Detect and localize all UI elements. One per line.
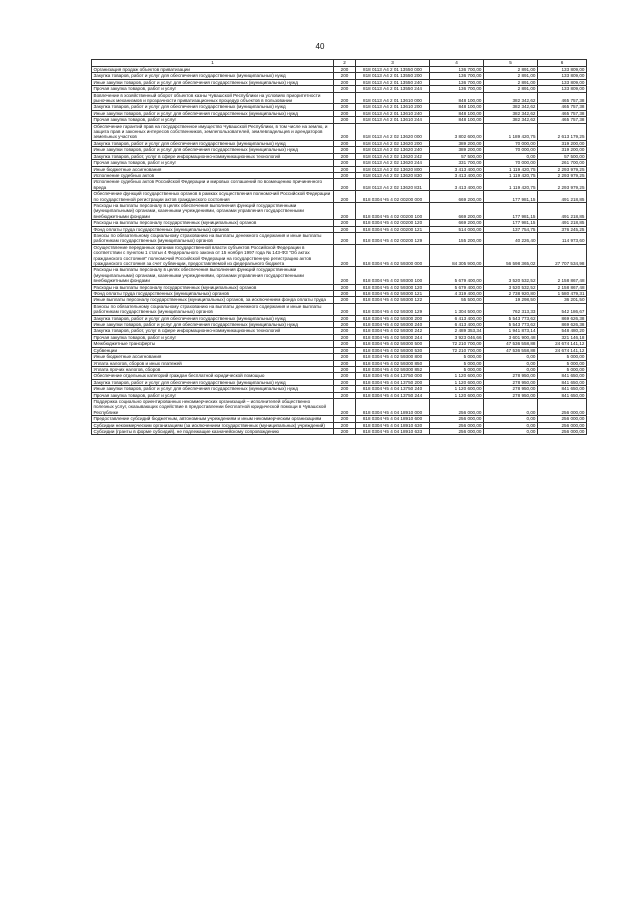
row-name-cell: Фонд оплаты труда государственных (муниципальных) органов — [92, 291, 334, 297]
row-name-cell: Взносы по обязательному социальному страхованию на выплаты денежного содержания и иные выплаты работникам государственных (муниципальных) органов — [92, 303, 334, 315]
row-classification-cell: 818 0113 А4 2 01 13550 244 — [356, 86, 430, 92]
row-code-cell: 200 — [334, 202, 356, 219]
row-name-cell: Иные закупки товаров, работ и услуг для обеспечения государственных (муниципальных) нужд — [92, 147, 334, 153]
table-row — [92, 232, 587, 244]
row-planned-cell: 5 679 400,00 — [430, 284, 484, 290]
table-row — [92, 179, 587, 191]
row-planned-cell: 6 413 400,00 — [430, 315, 484, 321]
row-classification-cell: 818 0113 А4 2 02 13620 831 — [356, 179, 430, 191]
row-name-cell: Расходы на выплаты персоналу в целях обеспечения выполнения функций государственными (муниципальными) органами, казенными учреждениями, органами управления государственными внебюджетными фондами — [92, 202, 334, 219]
row-name-cell: Исполнение судебных актов Российской Федерации и мировых соглашений по возмещению причиненного вреда — [92, 179, 334, 191]
row-executed-cell: 3 520 532,52 — [484, 267, 538, 284]
row-classification-cell: 818 0113 А4 2 02 13620 242 — [356, 153, 430, 159]
table-row — [92, 202, 587, 219]
row-code-cell: 200 — [334, 303, 356, 315]
row-code-cell: 200 — [334, 160, 356, 166]
row-remaining-cell: 841 650,00 — [538, 392, 587, 398]
row-code-cell: 200 — [334, 428, 356, 434]
row-name-cell: Иные выплаты персоналу государственных (муниципальных) органов, за исключением фонда оплаты труда — [92, 297, 334, 303]
row-executed-cell: 47 536 558,88 — [484, 341, 538, 347]
table-row — [92, 267, 587, 284]
row-planned-cell: 389 200,00 — [430, 140, 484, 146]
row-remaining-cell: 548 480,20 — [538, 328, 587, 334]
row-classification-cell: 818 0304 Ч5 4 02 59300 129 — [356, 303, 430, 315]
row-executed-cell: 382 342,62 — [484, 104, 538, 110]
row-executed-cell: 0,00 — [484, 354, 538, 360]
row-planned-cell: 514 000,00 — [430, 226, 484, 232]
row-classification-cell: 818 0304 Ч5 4 02 59300 000 — [356, 244, 430, 267]
row-code-cell: 200 — [334, 232, 356, 244]
row-planned-cell: 5 679 400,00 — [430, 267, 484, 284]
row-planned-cell: 669 200,00 — [430, 220, 484, 226]
table-body — [92, 67, 587, 435]
row-name-cell: Расходы на выплаты персоналу в целях обеспечения выполнения функций государственными (муниципальными) органами, казенными учреждениями, органами управления государственными внебюджетными фондами — [92, 267, 334, 284]
row-executed-cell: 70 000,00 — [484, 160, 538, 166]
row-executed-cell: 177 981,15 — [484, 202, 538, 219]
row-code-cell: 200 — [334, 315, 356, 321]
row-remaining-cell: 133 809,00 — [538, 79, 587, 85]
row-name-cell: Уплата прочих налогов, сборов — [92, 366, 334, 372]
row-remaining-cell: 1 580 479,31 — [538, 291, 587, 297]
row-remaining-cell: 2 158 867,48 — [538, 267, 587, 284]
table-row — [92, 428, 587, 434]
row-executed-cell: 2 738 920,80 — [484, 291, 538, 297]
row-remaining-cell: 869 626,38 — [538, 315, 587, 321]
row-remaining-cell: 261 700,00 — [538, 160, 587, 166]
row-name-cell: Субсидии некоммерческим организациям (за исключением государственных (муниципальных) учреждений) — [92, 422, 334, 428]
row-code-cell: 200 — [334, 86, 356, 92]
row-executed-cell: 278 950,00 — [484, 373, 538, 379]
row-executed-cell: 19 298,50 — [484, 297, 538, 303]
row-executed-cell: 278 950,00 — [484, 392, 538, 398]
row-classification-cell: 818 0304 Ч5 4 04 18910 630 — [356, 422, 430, 428]
row-remaining-cell: 869 626,38 — [538, 322, 587, 328]
row-executed-cell: 137 754,75 — [484, 226, 538, 232]
row-name-cell: Исполнение судебных актов — [92, 172, 334, 178]
row-executed-cell: 382 342,62 — [484, 110, 538, 116]
row-classification-cell: 818 0304 Ч5 4 04 18910 633 — [356, 428, 430, 434]
row-name-cell: Прочая закупка товаров, работ и услуг — [92, 117, 334, 123]
row-planned-cell: 1 304 500,00 — [430, 303, 484, 315]
row-executed-cell: 40 226,40 — [484, 232, 538, 244]
row-remaining-cell: 2 293 979,25 — [538, 172, 587, 178]
row-remaining-cell: 841 650,00 — [538, 379, 587, 385]
row-executed-cell: 382 342,62 — [484, 117, 538, 123]
row-planned-cell: 256 000,00 — [430, 416, 484, 422]
row-name-cell: Закупка товаров, работ и услуг для обеспечения государственных (муниципальных) нужд — [92, 140, 334, 146]
row-remaining-cell: 2 613 179,25 — [538, 123, 587, 140]
row-planned-cell: 669 200,00 — [430, 202, 484, 219]
row-classification-cell: 818 0113 А4 2 02 13620 830 — [356, 172, 430, 178]
row-classification-cell: 818 0113 А4 2 01 13610 244 — [356, 117, 430, 123]
row-executed-cell: 0,00 — [484, 428, 538, 434]
header-cell: 4 — [430, 60, 484, 67]
row-classification-cell: 818 0304 Ч5 4 02 59300 530 — [356, 347, 430, 353]
row-code-cell: 200 — [334, 373, 356, 379]
row-remaining-cell: 2 158 867,48 — [538, 284, 587, 290]
row-classification-cell: 818 0304 Ч5 4 02 59300 800 — [356, 354, 430, 360]
header-cell: 6 — [538, 60, 587, 67]
row-name-cell: Прочая закупка товаров, работ и услуг — [92, 334, 334, 340]
row-code-cell: 200 — [334, 73, 356, 79]
row-executed-cell: 0,00 — [484, 366, 538, 372]
row-planned-cell: 55 500,00 — [430, 297, 484, 303]
row-executed-cell: 70 000,00 — [484, 140, 538, 146]
row-remaining-cell: 542 186,67 — [538, 303, 587, 315]
row-executed-cell: 1 119 420,75 — [484, 166, 538, 172]
row-classification-cell: 818 0304 Ч5 4 02 59300 852 — [356, 366, 430, 372]
row-executed-cell: 2 891,00 — [484, 79, 538, 85]
row-classification-cell: 818 0304 Ч5 4 02 59300 120 — [356, 284, 430, 290]
row-name-cell: Закупка товаров, работ и услуг для обеспечения государственных (муниципальных) нужд — [92, 104, 334, 110]
row-classification-cell: 818 0304 Ч5 4 04 13750 240 — [356, 386, 430, 392]
row-planned-cell: 4 319 400,00 — [430, 291, 484, 297]
row-name-cell: Иные бюджетные ассигнования — [92, 354, 334, 360]
row-remaining-cell: 133 809,00 — [538, 73, 587, 79]
row-classification-cell: 818 0113 А4 2 01 13550 000 — [356, 67, 430, 73]
row-name-cell: Обеспечение функций государственных органов в рамках осуществления полномочий Российской Федерации по государственной регистрации актов гражданского состояния — [92, 191, 334, 203]
row-remaining-cell: 256 000,00 — [538, 416, 587, 422]
row-code-cell: 200 — [334, 366, 356, 372]
row-remaining-cell: 5 000,00 — [538, 366, 587, 372]
row-code-cell: 200 — [334, 416, 356, 422]
row-planned-cell: 848 100,00 — [430, 110, 484, 116]
row-planned-cell: 3 802 600,00 — [430, 123, 484, 140]
budget-execution-table — [91, 59, 587, 435]
row-name-cell: Закупка товаров, работ и услуг для обеспечения государственных (муниципальных) нужд — [92, 315, 334, 321]
row-classification-cell: 818 0113 А4 2 02 13620 244 — [356, 160, 430, 166]
table-row — [92, 92, 587, 104]
row-executed-cell: 1 119 420,75 — [484, 179, 538, 191]
row-planned-cell: 72 210 700,00 — [430, 347, 484, 353]
row-remaining-cell: 256 000,00 — [538, 398, 587, 415]
table-row — [92, 398, 587, 415]
row-planned-cell: 331 700,00 — [430, 160, 484, 166]
row-name-cell: Предоставление субсидий бюджетным, автономным учреждениям и иным некоммерческим организациям — [92, 416, 334, 422]
row-planned-cell: 3 413 400,00 — [430, 166, 484, 172]
row-planned-cell: 72 210 700,00 — [430, 341, 484, 347]
row-planned-cell: 136 700,00 — [430, 86, 484, 92]
row-code-cell: 200 — [334, 191, 356, 203]
row-executed-cell: 3 601 900,48 — [484, 334, 538, 340]
row-remaining-cell: 24 674 141,12 — [538, 347, 587, 353]
row-remaining-cell: 24 674 141,12 — [538, 341, 587, 347]
row-code-cell: 200 — [334, 220, 356, 226]
row-code-cell: 200 — [334, 354, 356, 360]
row-planned-cell: 6 413 400,00 — [430, 322, 484, 328]
row-remaining-cell: 491 218,85 — [538, 202, 587, 219]
row-remaining-cell: 465 757,38 — [538, 110, 587, 116]
row-classification-cell: 818 0113 А4 2 02 13620 200 — [356, 140, 430, 146]
row-executed-cell: 0,00 — [484, 422, 538, 428]
row-name-cell: Иные бюджетные ассигнования — [92, 166, 334, 172]
row-planned-cell: 848 100,00 — [430, 104, 484, 110]
row-classification-cell: 818 0304 Ч5 4 04 18910 600 — [356, 416, 430, 422]
row-planned-cell: 2 489 353,34 — [430, 328, 484, 334]
row-planned-cell: 136 700,00 — [430, 79, 484, 85]
row-classification-cell: 818 0304 Ч5 4 02 00200 120 — [356, 220, 430, 226]
row-name-cell: Иные закупки товаров, работ и услуг для обеспечения государственных (муниципальных) нужд — [92, 110, 334, 116]
row-code-cell: 200 — [334, 110, 356, 116]
row-remaining-cell: 841 650,00 — [538, 386, 587, 392]
row-name-cell: Закупка товаров, работ, услуг в сфере информационно-коммуникационных технологий — [92, 328, 334, 334]
table-row — [92, 303, 587, 315]
row-planned-cell: 848 100,00 — [430, 117, 484, 123]
row-name-cell: Фонд оплаты труда государственных (муниципальных) органов — [92, 226, 334, 232]
row-planned-cell: 136 700,00 — [430, 73, 484, 79]
row-code-cell: 200 — [334, 422, 356, 428]
row-planned-cell: 1 120 600,00 — [430, 373, 484, 379]
row-planned-cell: 5 000,00 — [430, 366, 484, 372]
row-executed-cell: 1 941 873,14 — [484, 328, 538, 334]
row-code-cell: 200 — [334, 123, 356, 140]
row-planned-cell: 155 200,00 — [430, 232, 484, 244]
row-remaining-cell: 5 000,00 — [538, 360, 587, 366]
row-code-cell: 200 — [334, 328, 356, 334]
row-name-cell: Уплата налогов, сборов и иных платежей — [92, 360, 334, 366]
row-name-cell: Прочая закупка товаров, работ и услуг — [92, 160, 334, 166]
row-remaining-cell: 27 707 534,98 — [538, 244, 587, 267]
row-remaining-cell: 465 757,38 — [538, 104, 587, 110]
row-name-cell: Прочая закупка товаров, работ и услуг — [92, 392, 334, 398]
header-cell: 1 — [92, 60, 334, 67]
row-planned-cell: 848 100,00 — [430, 92, 484, 104]
row-classification-cell: 818 0304 Ч5 4 02 59300 244 — [356, 334, 430, 340]
row-executed-cell: 2 891,00 — [484, 67, 538, 73]
row-remaining-cell: 319 200,00 — [538, 140, 587, 146]
row-classification-cell: 818 0113 А4 2 01 13550 200 — [356, 73, 430, 79]
row-classification-cell: 818 0113 А4 2 01 13610 240 — [356, 110, 430, 116]
row-classification-cell: 818 0304 Ч5 4 02 59300 121 — [356, 291, 430, 297]
row-classification-cell: 818 0304 Ч5 4 02 59300 500 — [356, 341, 430, 347]
page-number: 40 — [315, 42, 325, 51]
row-executed-cell: 278 950,00 — [484, 386, 538, 392]
row-classification-cell: 818 0304 Ч5 4 02 00200 129 — [356, 232, 430, 244]
row-planned-cell: 5 000,00 — [430, 360, 484, 366]
table-header-row — [92, 60, 587, 67]
row-executed-cell: 56 598 365,02 — [484, 244, 538, 267]
row-executed-cell: 70 000,00 — [484, 147, 538, 153]
row-remaining-cell: 376 245,25 — [538, 226, 587, 232]
row-executed-cell: 2 891,00 — [484, 73, 538, 79]
row-remaining-cell: 256 000,00 — [538, 422, 587, 428]
row-classification-cell: 818 0113 А4 2 01 13610 200 — [356, 104, 430, 110]
row-remaining-cell: 57 500,00 — [538, 153, 587, 159]
row-planned-cell: 84 305 900,00 — [430, 244, 484, 267]
row-code-cell: 200 — [334, 322, 356, 328]
row-executed-cell: 278 950,00 — [484, 379, 538, 385]
row-code-cell: 200 — [334, 79, 356, 85]
row-code-cell: 200 — [334, 398, 356, 415]
row-classification-cell: 818 0304 Ч5 4 02 59300 240 — [356, 322, 430, 328]
row-code-cell: 200 — [334, 386, 356, 392]
row-planned-cell: 389 200,00 — [430, 147, 484, 153]
row-executed-cell: 0,00 — [484, 153, 538, 159]
row-code-cell: 200 — [334, 347, 356, 353]
row-executed-cell: 177 981,15 — [484, 191, 538, 203]
row-name-cell: Обеспечение гарантий прав на государственное имущество Чувашской Республики, в том числе на землю, и защита прав и законных интересов собственников, землепользователей, землевладельцев и арендаторов земельных участков — [92, 123, 334, 140]
row-remaining-cell: 36 201,50 — [538, 297, 587, 303]
row-code-cell: 200 — [334, 297, 356, 303]
row-planned-cell: 57 500,00 — [430, 153, 484, 159]
row-name-cell: Расходы на выплаты персоналу государственных (муниципальных) органов — [92, 284, 334, 290]
row-planned-cell: 3 413 400,00 — [430, 172, 484, 178]
row-code-cell: 200 — [334, 360, 356, 366]
row-code-cell: 200 — [334, 117, 356, 123]
row-name-cell: Иные закупки товаров, работ и услуг для обеспечения государственных (муниципальных) нужд — [92, 79, 334, 85]
row-name-cell: Иные закупки товаров, работ и услуг для обеспечения государственных (муниципальных) нужд — [92, 322, 334, 328]
header-cell: 5 — [484, 60, 538, 67]
row-name-cell: Взносы по обязательному социальному страхованию на выплаты денежного содержания и иные выплаты работникам государственных (муниципальных) органов — [92, 232, 334, 244]
row-executed-cell: 762 313,33 — [484, 303, 538, 315]
row-remaining-cell: 5 000,00 — [538, 354, 587, 360]
row-code-cell: 200 — [334, 104, 356, 110]
row-code-cell: 200 — [334, 172, 356, 178]
row-classification-cell: 818 0304 Ч5 4 02 00200 121 — [356, 226, 430, 232]
row-remaining-cell: 133 809,00 — [538, 67, 587, 73]
row-classification-cell: 818 0304 Ч5 4 04 13750 000 — [356, 373, 430, 379]
row-planned-cell: 5 000,00 — [430, 354, 484, 360]
row-remaining-cell: 321 146,18 — [538, 334, 587, 340]
row-code-cell: 200 — [334, 153, 356, 159]
header-cell: 2 — [334, 60, 356, 67]
row-executed-cell: 3 520 532,52 — [484, 284, 538, 290]
row-code-cell: 200 — [334, 334, 356, 340]
row-planned-cell: 136 700,00 — [430, 67, 484, 73]
row-code-cell: 200 — [334, 166, 356, 172]
row-code-cell: 200 — [334, 140, 356, 146]
row-remaining-cell: 491 218,85 — [538, 191, 587, 203]
table-row — [92, 123, 587, 140]
table-row — [92, 244, 587, 267]
row-remaining-cell: 491 218,85 — [538, 220, 587, 226]
row-name-cell: Закупка товаров, работ и услуг для обеспечения государственных (муниципальных) нужд — [92, 379, 334, 385]
row-name-cell: Обеспечение отдельных категорий граждан бесплатной юридической помощью — [92, 373, 334, 379]
row-code-cell: 200 — [334, 379, 356, 385]
row-remaining-cell: 2 293 979,25 — [538, 179, 587, 191]
row-planned-cell: 1 120 600,00 — [430, 379, 484, 385]
row-executed-cell: 47 536 558,88 — [484, 347, 538, 353]
row-planned-cell: 3 413 400,00 — [430, 179, 484, 191]
row-name-cell: Расходы на выплаты персоналу государственных (муниципальных) органов — [92, 220, 334, 226]
row-name-cell: Закупка товаров, работ, услуг в сфере информационно-коммуникационных технологий — [92, 153, 334, 159]
row-name-cell: Осуществление переданных органам государственной власти субъектов Российской Федерации в соответствии с пунктом 1 статьи 4 Федерального закона от 15 ноября 1997 года № 143-ФЗ "Об актах гражданского состояния" полномочий Российской Федерации на государственную регистрацию актов гражданского состояния за счет субвенции, предоставляемой из федерального бюджета — [92, 244, 334, 267]
row-classification-cell: 818 0304 Ч5 4 02 59300 200 — [356, 315, 430, 321]
row-code-cell: 200 — [334, 267, 356, 284]
row-classification-cell: 818 0304 Ч5 4 02 59300 242 — [356, 328, 430, 334]
row-executed-cell: 2 891,00 — [484, 86, 538, 92]
row-executed-cell: 1 119 420,75 — [484, 172, 538, 178]
row-executed-cell: 0,00 — [484, 360, 538, 366]
row-planned-cell: 1 120 600,00 — [430, 386, 484, 392]
row-name-cell: Организация продаж объектов приватизации — [92, 67, 334, 73]
row-classification-cell: 818 0304 Ч5 4 02 59300 100 — [356, 267, 430, 284]
header-cell: 3 — [356, 60, 430, 67]
row-code-cell: 200 — [334, 341, 356, 347]
table-row — [92, 191, 587, 203]
row-remaining-cell: 2 293 979,25 — [538, 166, 587, 172]
row-planned-cell: 256 000,00 — [430, 398, 484, 415]
row-name-cell: Иные закупки товаров, работ и услуг для обеспечения государственных (муниципальных) нужд — [92, 386, 334, 392]
row-name-cell: Поддержка социально ориентированных некоммерческих организаций – исполнителей общественно полезных услуг, оказывающих содействие в предоставлении бесплатной юридической помощи в Чувашской Республике — [92, 398, 334, 415]
row-code-cell: 200 — [334, 284, 356, 290]
row-classification-cell: 818 0304 Ч5 4 02 00200 000 — [356, 191, 430, 203]
row-name-cell: Межбюджетные трансферты — [92, 341, 334, 347]
row-executed-cell: 177 981,15 — [484, 220, 538, 226]
row-remaining-cell: 256 000,00 — [538, 428, 587, 434]
row-name-cell: Субсидии (гранты в форме субсидий), не подлежащие казначейскому сопровождению — [92, 428, 334, 434]
row-remaining-cell: 465 757,38 — [538, 117, 587, 123]
row-code-cell: 200 — [334, 67, 356, 73]
row-remaining-cell: 465 757,38 — [538, 92, 587, 104]
row-remaining-cell: 133 809,00 — [538, 86, 587, 92]
row-code-cell: 200 — [334, 179, 356, 191]
row-classification-cell: 818 0113 А4 2 02 13620 240 — [356, 147, 430, 153]
row-code-cell: 200 — [334, 92, 356, 104]
row-executed-cell: 1 189 420,75 — [484, 123, 538, 140]
row-name-cell: Прочая закупка товаров, работ и услуг — [92, 86, 334, 92]
row-executed-cell: 0,00 — [484, 416, 538, 422]
row-planned-cell: 256 000,00 — [430, 422, 484, 428]
row-classification-cell: 818 0304 Ч5 4 04 18910 000 — [356, 398, 430, 415]
row-classification-cell: 818 0304 Ч5 4 04 13750 200 — [356, 379, 430, 385]
row-classification-cell: 818 0304 Ч5 4 02 59300 850 — [356, 360, 430, 366]
row-classification-cell: 818 0113 А4 2 02 13620 000 — [356, 123, 430, 140]
row-name-cell: Закупка товаров, работ и услуг для обеспечения государственных (муниципальных) нужд — [92, 73, 334, 79]
row-planned-cell: 669 200,00 — [430, 191, 484, 203]
row-executed-cell: 5 543 773,62 — [484, 315, 538, 321]
row-classification-cell: 818 0304 Ч5 4 02 00200 100 — [356, 202, 430, 219]
row-remaining-cell: 841 650,00 — [538, 373, 587, 379]
row-planned-cell: 1 120 600,00 — [430, 392, 484, 398]
row-name-cell: Вовлечение в хозяйственный оборот объектов казны Чувашской Республики на условиях приоритетности рыночных механизмов и прозрачности приватизационных процедур объектов в пользовании — [92, 92, 334, 104]
row-classification-cell: 818 0304 Ч5 4 04 13750 244 — [356, 392, 430, 398]
row-executed-cell: 382 342,62 — [484, 92, 538, 104]
row-classification-cell: 818 0113 А4 2 02 13620 800 — [356, 166, 430, 172]
row-name-cell: Субвенции — [92, 347, 334, 353]
row-code-cell: 200 — [334, 147, 356, 153]
row-code-cell: 200 — [334, 226, 356, 232]
row-remaining-cell: 319 200,00 — [538, 147, 587, 153]
row-planned-cell: 3 923 046,66 — [430, 334, 484, 340]
row-classification-cell: 818 0113 А4 2 01 13610 000 — [356, 92, 430, 104]
row-classification-cell: 818 0113 А4 2 01 13550 240 — [356, 79, 430, 85]
row-executed-cell: 0,00 — [484, 398, 538, 415]
row-planned-cell: 256 000,00 — [430, 428, 484, 434]
row-classification-cell: 818 0304 Ч5 4 02 59300 122 — [356, 297, 430, 303]
row-code-cell: 200 — [334, 392, 356, 398]
row-executed-cell: 5 543 773,62 — [484, 322, 538, 328]
row-code-cell: 200 — [334, 244, 356, 267]
row-remaining-cell: 114 973,60 — [538, 232, 587, 244]
row-code-cell: 200 — [334, 291, 356, 297]
